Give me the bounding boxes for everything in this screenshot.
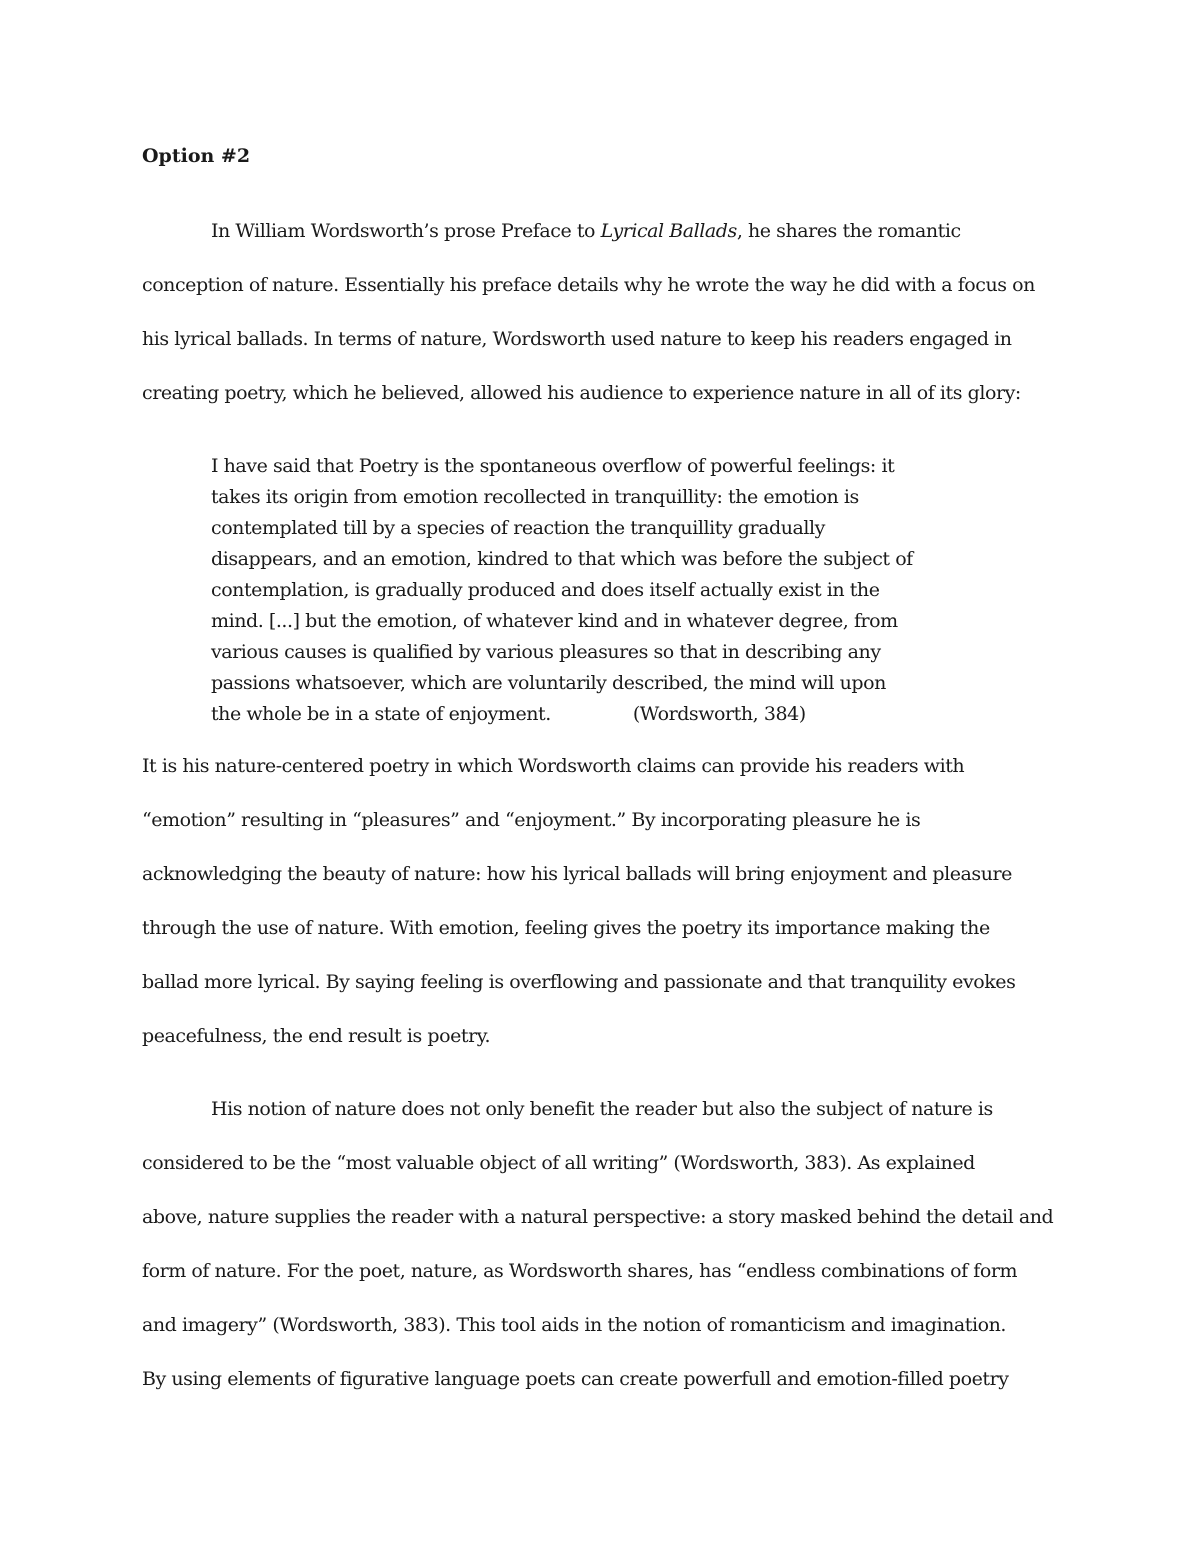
para2-line1: It is his nature-centered poetry in which Wordsworth claims can provide his readers with bbox=[142, 755, 965, 777]
para1-line1-tail: , he shares the romantic bbox=[736, 220, 961, 242]
quote-line6: mind. [...] but the emotion, of whatever kind and in whatever degree, from bbox=[211, 610, 898, 632]
quote-line3: contemplated till by a species of reaction the tranquillity gradually bbox=[211, 517, 825, 539]
para2-line5: ballad more lyrical. By saying feeling is overflowing and passionate and that tranquility evokes bbox=[142, 971, 1016, 993]
quote-line5: contemplation, is gradually produced and does itself actually exist in the bbox=[211, 579, 880, 601]
para3-line2: considered to be the “most valuable object of all writing” (Wordsworth, 383). As explained bbox=[142, 1152, 975, 1174]
quote-line8: passions whatsoever, which are voluntarily described, the mind will upon bbox=[211, 672, 886, 694]
para2-line6: peacefulness, the end result is poetry. bbox=[142, 1025, 491, 1047]
para3-line1: His notion of nature does not only benefit the reader but also the subject of nature is bbox=[211, 1098, 993, 1120]
quote-line4: disappears, and an emotion, kindred to that which was before the subject of bbox=[211, 548, 913, 570]
para1-line2: conception of nature. Essentially his preface details why he wrote the way he did with a focus on bbox=[142, 274, 1035, 296]
para2-line2: “emotion” resulting in “pleasures” and “enjoyment.” By incorporating pleasure he is bbox=[142, 809, 921, 831]
para3-line3: above, nature supplies the reader with a natural perspective: a story masked behind the detail and bbox=[142, 1206, 1054, 1228]
para3-line4: form of nature. For the poet, nature, as Wordsworth shares, has “endless combinations of form bbox=[142, 1260, 1018, 1282]
para3-line5: and imagery” (Wordsworth, 383). This tool aids in the notion of romanticism and imagination. bbox=[142, 1314, 1006, 1336]
quote-line9 bbox=[211, 702, 806, 726]
para2-line3: acknowledging the beauty of nature: how his lyrical ballads will bring enjoyment and pleasure bbox=[142, 863, 1012, 885]
page-heading: Option #2 bbox=[142, 145, 251, 167]
book-title: Lyrical Ballads bbox=[600, 220, 737, 242]
quote-line7: various causes is qualified by various pleasures so that in describing any bbox=[211, 641, 881, 663]
para2-line4: through the use of nature. With emotion, feeling gives the poetry its importance making the bbox=[142, 917, 990, 939]
quote-citation: (Wordsworth, 384) bbox=[632, 703, 806, 725]
para1-line4: creating poetry, which he believed, allowed his audience to experience nature in all of its glory: bbox=[142, 382, 1021, 404]
para3-line6: By using elements of figurative language poets can create powerfull and emotion-filled poetry bbox=[142, 1368, 1009, 1390]
para1-line1-text: In William Wordsworth’s prose Preface to bbox=[211, 220, 601, 242]
quote-line9-text: the whole be in a state of enjoyment. bbox=[211, 703, 551, 725]
quote-line2: takes its origin from emotion recollected in tranquillity: the emotion is bbox=[211, 486, 859, 508]
para1-line3: his lyrical ballads. In terms of nature, Wordsworth used nature to keep his readers engaged in bbox=[142, 328, 1012, 350]
para1-line1 bbox=[211, 219, 961, 243]
quote-line1: I have said that Poetry is the spontaneous overflow of powerful feelings: it bbox=[211, 455, 895, 477]
